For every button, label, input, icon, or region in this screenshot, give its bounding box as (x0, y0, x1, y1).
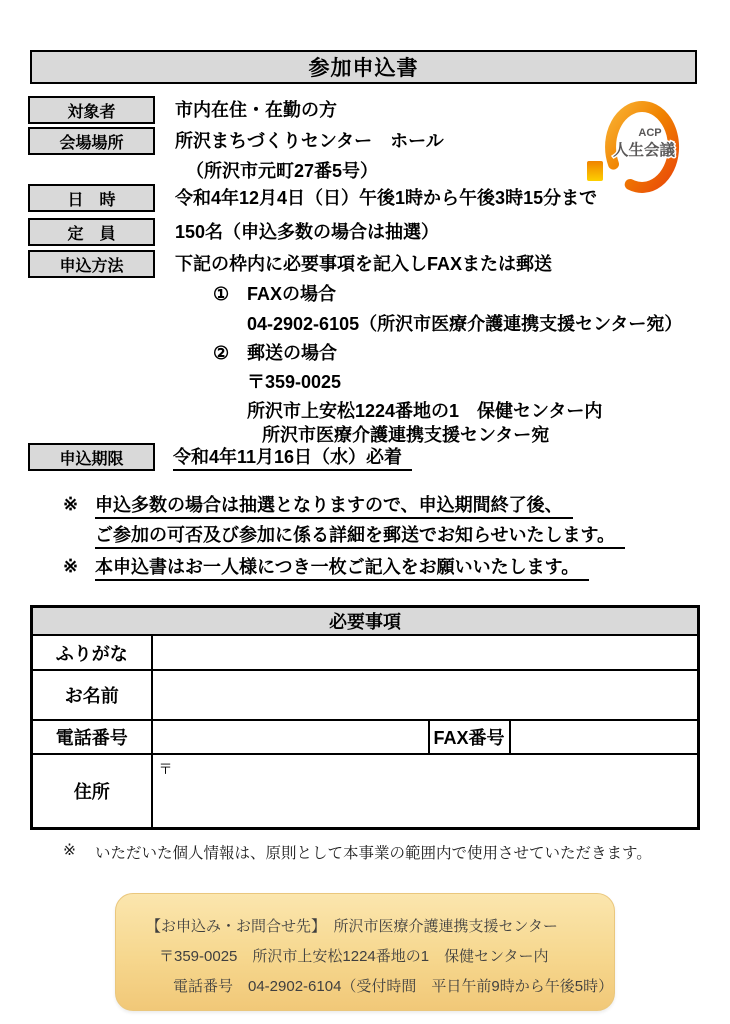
method-fax-item (213, 283, 336, 305)
acp-jinsei-kaigi-logo (585, 95, 705, 203)
address-row (32, 754, 699, 828)
table-header: 必要事項 (32, 607, 699, 636)
capacity-value: 150名（申込多数の場合は抽選） (175, 222, 440, 242)
venue-address: （所沢市元町27番5号） (186, 161, 379, 181)
method-mail-zip: 〒359-0025 (247, 372, 342, 392)
method-mail-item-text: 郵送の場合 (247, 343, 337, 363)
contact-line2: 〒359-0025 所沢市上安松1224番地の1 保健センター内 (159, 948, 549, 965)
method-value: 下記の枠内に必要事項を記入しFAXまたは郵送 (175, 254, 553, 274)
note1-line1: 申込多数の場合は抽選となりますので、申込期間終了後、 (95, 494, 573, 516)
datetime-value: 令和4年12月4日（日）午後1時から午後3時15分まで (175, 188, 598, 208)
furigana-input-cell[interactable] (152, 635, 699, 670)
label-deadline: 申込期限 (28, 443, 155, 471)
phone-input-cell[interactable] (152, 720, 429, 754)
name-label: お名前 (32, 670, 152, 720)
label-venue: 会場場所 (28, 127, 155, 155)
address-input-cell[interactable] (152, 754, 699, 828)
contact-info-box (115, 893, 615, 1011)
acp-ring-icon (585, 95, 705, 203)
contact-line3: 電話番号 04-2902-6104（受付時間 平日午前9時から午後5時） (173, 978, 614, 995)
logo-acp-text: ACP (638, 127, 662, 139)
label-method: 申込方法 (28, 250, 155, 278)
method-fax-number: 04-2902-6105（所沢市医療介護連携支援センター宛） (247, 314, 683, 334)
logo-jinsei-kaigi-text: 人生会議 (612, 142, 676, 159)
required-info-table (30, 605, 700, 830)
contact-line1: 【お申込み・お問合せ先】 所沢市医療介護連携支援センター (146, 918, 558, 935)
method-mail-item (213, 342, 337, 364)
name-row (32, 670, 699, 720)
fax-label: FAX番号 (429, 720, 510, 754)
note1-mark: ※ (63, 494, 79, 514)
label-capacity: 定 員 (28, 218, 155, 246)
method-mail-addr1: 所沢市上安松1224番地の1 保健センター内 (247, 401, 603, 421)
privacy-note-mark: ※ (63, 842, 76, 859)
furigana-row (32, 635, 699, 670)
label-target: 対象者 (28, 96, 155, 124)
phone-label: 電話番号 (32, 720, 152, 754)
label-datetime: 日 時 (28, 184, 155, 212)
deadline-value: 令和4年11月16日（水）必着 (173, 446, 412, 468)
venue-value: 所沢まちづくりセンター ホール (175, 131, 444, 151)
circled-two-marker: ② (213, 343, 230, 363)
method-mail-addr2: 所沢市医療介護連携支援センター宛 (262, 425, 550, 445)
note2-mark: ※ (63, 556, 79, 576)
phone-fax-row (32, 720, 699, 754)
name-input-cell[interactable] (152, 670, 699, 720)
fax-input-cell[interactable] (510, 720, 699, 754)
method-fax-item-text: FAXの場合 (247, 284, 337, 304)
note1-line2: ご参加の可否及び参加に係る詳細を郵送でお知らせいたします。 (95, 524, 625, 546)
circled-one-marker: ① (213, 284, 230, 304)
furigana-label: ふりがな (32, 635, 152, 670)
target-value: 市内在住・在勤の方 (175, 100, 337, 120)
page-title: 参加申込書 (30, 50, 697, 84)
postal-mark: 〒 (158, 761, 173, 777)
privacy-note-text: いただいた個人情報は、原則として本事業の範囲内で使用させていただきます。 (95, 845, 652, 862)
logo-square (587, 161, 603, 181)
address-label: 住所 (32, 754, 152, 828)
note2-text: 本申込書はお一人様につき一枚ご記入をお願いいたします。 (95, 556, 589, 578)
table-header-row (32, 607, 699, 636)
